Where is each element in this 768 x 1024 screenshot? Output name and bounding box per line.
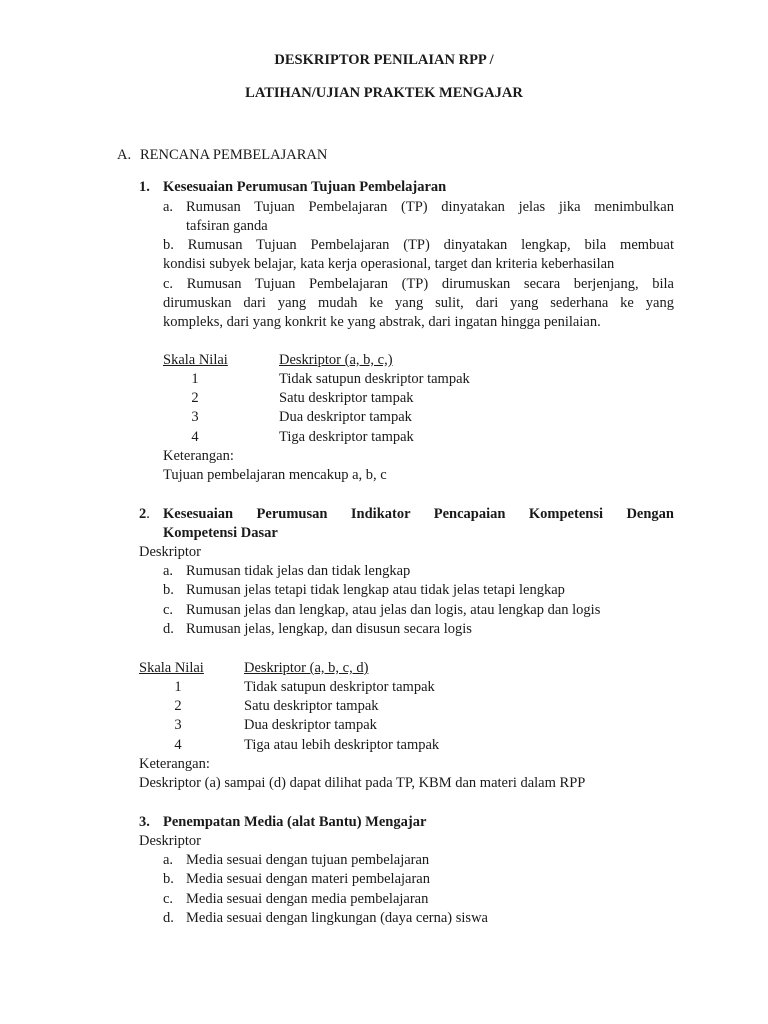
item2-scale-header: Skala Nilai	[139, 660, 204, 676]
item1-scale-desc: Tidak satupun deskriptor tampak	[279, 371, 470, 387]
item1-number: 1.	[139, 179, 150, 195]
item3-list-marker: c.	[163, 891, 174, 907]
item3-descriptor-label: Deskriptor	[139, 833, 202, 849]
item1-heading: Kesesuaian Perumusan Tujuan Pembelajaran	[163, 179, 447, 195]
item3-list-text: Media sesuai dengan materi pembelajaran	[186, 871, 430, 887]
item1-note-label: Keterangan:	[163, 448, 234, 464]
item1-scale-desc: Dua deskriptor tampak	[279, 409, 412, 425]
item1-a-line2: tafsiran ganda	[186, 218, 268, 234]
item1-a-marker: a.	[163, 199, 174, 215]
item2-scale-value: 1	[174, 679, 182, 695]
item2-note-label: Keterangan:	[139, 756, 210, 772]
item2-list-marker: b.	[163, 582, 174, 598]
item3-list-text: Media sesuai dengan tujuan pembelajaran	[186, 852, 430, 868]
section-a-letter: A.	[117, 147, 132, 163]
item3-list-text: Media sesuai dengan lingkungan (daya cerna) siswa	[186, 910, 488, 926]
item3-list-marker: a.	[163, 852, 174, 868]
item2-scale-desc: Tiga atau lebih deskriptor tampak	[244, 737, 440, 753]
item2-list-text: Rumusan jelas tetapi tidak lengkap atau tidak jelas tetapi lengkap	[186, 582, 565, 598]
item2-number: 2.	[139, 506, 150, 522]
item2-scale-value: 3	[174, 717, 182, 733]
item1-scale-desc: Tiga deskriptor tampak	[279, 429, 414, 445]
item1-c-line2: dirumuskan dari yang mudah ke yang sulit, dari yang sederhana ke yang	[163, 295, 674, 311]
item2-scale-value: 2	[174, 698, 182, 714]
item1-scale-value: 4	[191, 429, 199, 445]
item2-descriptor-header: Deskriptor (a, b, c, d)	[244, 660, 369, 676]
item1-b-line1: b. Rumusan Tujuan Pembelajaran (TP) dinyatakan lengkap, bila membuat	[163, 237, 674, 253]
item2-note-text: Deskriptor (a) sampai (d) dapat dilihat pada TP, KBM dan materi dalam RPP	[139, 775, 586, 791]
item3-number: 3.	[139, 814, 150, 830]
item3-list-marker: b.	[163, 871, 174, 887]
item3-list-marker: d.	[163, 910, 174, 926]
item2-scale-desc: Satu deskriptor tampak	[244, 698, 379, 714]
item1-c-line1: c. Rumusan Tujuan Pembelajaran (TP) dirumuskan secara berjenjang, bila	[163, 276, 674, 292]
item2-heading-line2: Kompetensi Dasar	[163, 525, 278, 541]
section-a-heading: RENCANA PEMBELAJARAN	[140, 147, 328, 163]
document-title-line1: DESKRIPTOR PENILAIAN RPP /	[274, 52, 494, 68]
item1-scale-value: 3	[191, 409, 199, 425]
item3-heading: Penempatan Media (alat Bantu) Mengajar	[163, 814, 427, 830]
item2-list-text: Rumusan jelas dan lengkap, atau jelas dan logis, atau lengkap dan logis	[186, 602, 601, 618]
document-title-line2: LATIHAN/UJIAN PRAKTEK MENGAJAR	[245, 85, 523, 101]
item1-scale-value: 1	[191, 371, 199, 387]
item2-scale-desc: Tidak satupun deskriptor tampak	[244, 679, 435, 695]
item2-list-marker: d.	[163, 621, 174, 637]
item1-descriptor-header: Deskriptor (a, b, c,)	[279, 352, 393, 368]
item2-descriptor-label: Deskriptor	[139, 544, 202, 560]
item1-b-line2: kondisi subyek belajar, kata kerja operasional, target dan kriteria keberhasilan	[163, 256, 615, 272]
item1-note-text: Tujuan pembelajaran mencakup a, b, c	[163, 467, 387, 483]
item2-list-text: Rumusan jelas, lengkap, dan disusun secara logis	[186, 621, 472, 637]
item1-scale-desc: Satu deskriptor tampak	[279, 390, 414, 406]
item1-scale-value: 2	[191, 390, 199, 406]
item2-heading-line1: Kesesuaian Perumusan Indikator Pencapaian Kompetensi Dengan	[163, 506, 674, 522]
item2-scale-value: 4	[174, 737, 182, 753]
item1-a-line1: Rumusan Tujuan Pembelajaran (TP) dinyatakan jelas jika menimbulkan	[186, 199, 674, 215]
item1-c-line3: kompleks, dari yang konkrit ke yang abstrak, dari ingatan hingga penilaian.	[163, 314, 601, 330]
item3-list-text: Media sesuai dengan media pembelajaran	[186, 891, 429, 907]
item2-list-text: Rumusan tidak jelas dan tidak lengkap	[186, 563, 411, 579]
item1-scale-header: Skala Nilai	[163, 352, 228, 368]
item2-list-marker: a.	[163, 563, 174, 579]
item2-list-marker: c.	[163, 602, 174, 618]
item2-scale-desc: Dua deskriptor tampak	[244, 717, 377, 733]
